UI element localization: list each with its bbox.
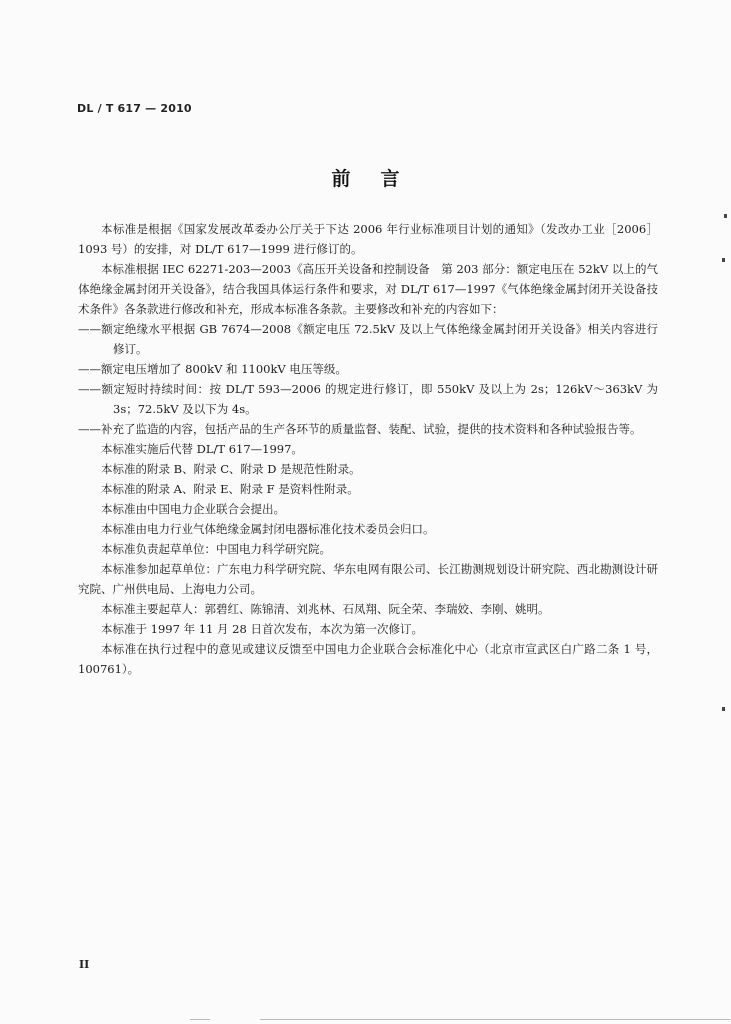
- paragraph-lead-drafter: 本标准负责起草单位：中国电力科学研究院。: [101, 542, 331, 556]
- page-number: II: [79, 958, 90, 971]
- scan-edge-line: [260, 1019, 730, 1020]
- scan-mark: [724, 214, 727, 218]
- list-item: ——额定短时持续时间：按 DL/T 593—2006 的规定进行修订，即 550kV 及以上为 2s；126kV～363kV 为 3s；72.5kV 及以下为 4s。: [78, 382, 658, 416]
- paragraph-drafters: 本标准主要起草人：郭碧红、陈锦清、刘兆林、石凤翔、阮全荣、李瑞姣、李刚、姚明。: [101, 602, 550, 616]
- list-item: ——补充了监造的内容，包括产品的生产各环节的质量监督、装配、试验，提供的技术资料和各种试验报告等。: [78, 422, 642, 436]
- scan-mark: [722, 707, 725, 711]
- paragraph-normative-annex: 本标准的附录 B、附录 C、附录 D 是规范性附录。: [101, 462, 361, 476]
- paragraph-participants: 本标准参加起草单位：广东电力科学研究院、华东电网有限公司、长江勘测规划设计研究院、西北勘测设计研究院、广州供电局、上海电力公司。: [78, 562, 658, 596]
- body-text: [78, 219, 658, 679]
- paragraph-feedback: 本标准在执行过程中的意见或建议反馈至中国电力企业联合会标准化中心（北京市宣武区白广路二条 1 号，100761）。: [78, 642, 658, 676]
- paragraph-informative-annex: 本标准的附录 A、附录 E、附录 F 是资料性附录。: [101, 482, 359, 496]
- page-title: 前言: [331, 168, 430, 190]
- paragraph-replaces: 本标准实施后代替 DL/T 617—1997。: [101, 442, 303, 456]
- paragraph-basis: 本标准是根据《国家发展改革委办公厅关于下达 2006 年行业标准项目计划的通知》（发改办工业［2006］1093 号）的安排，对 DL/T 617—1999 进行修订的。: [78, 222, 658, 256]
- paragraph-committee: 本标准由电力行业气体绝缘金属封闭电器标准化技术委员会归口。: [101, 522, 435, 536]
- paragraph-reference: 本标准根据 IEC 62271-203—2003《高压开关设备和控制设备 第 203 部分：额定电压在 52kV 以上的气体绝缘金属封闭开关设备》，结合我国具体运行条件和要求，对 DL/T 617—1997《气体绝缘金属封闭开关设备技术条件》各条款进行修改和补充，形成本标准各条款。主要修改和补充的内容如下：: [78, 262, 658, 316]
- paragraph-proposer: 本标准由中国电力企业联合会提出。: [101, 502, 285, 516]
- list-item: ——额定绝缘水平根据 GB 7674—2008《额定电压 72.5kV 及以上气体绝缘金属封闭开关设备》相关内容进行修订。: [78, 322, 658, 356]
- list-item: ——额定电压增加了 800kV 和 1100kV 电压等级。: [78, 362, 347, 376]
- document-code: DL / T 617 — 2010: [77, 102, 192, 115]
- scan-mark: [722, 258, 725, 262]
- scan-edge-line: [190, 1019, 210, 1020]
- paragraph-history: 本标准于 1997 年 11 月 28 日首次发布，本次为第一次修订。: [101, 622, 423, 636]
